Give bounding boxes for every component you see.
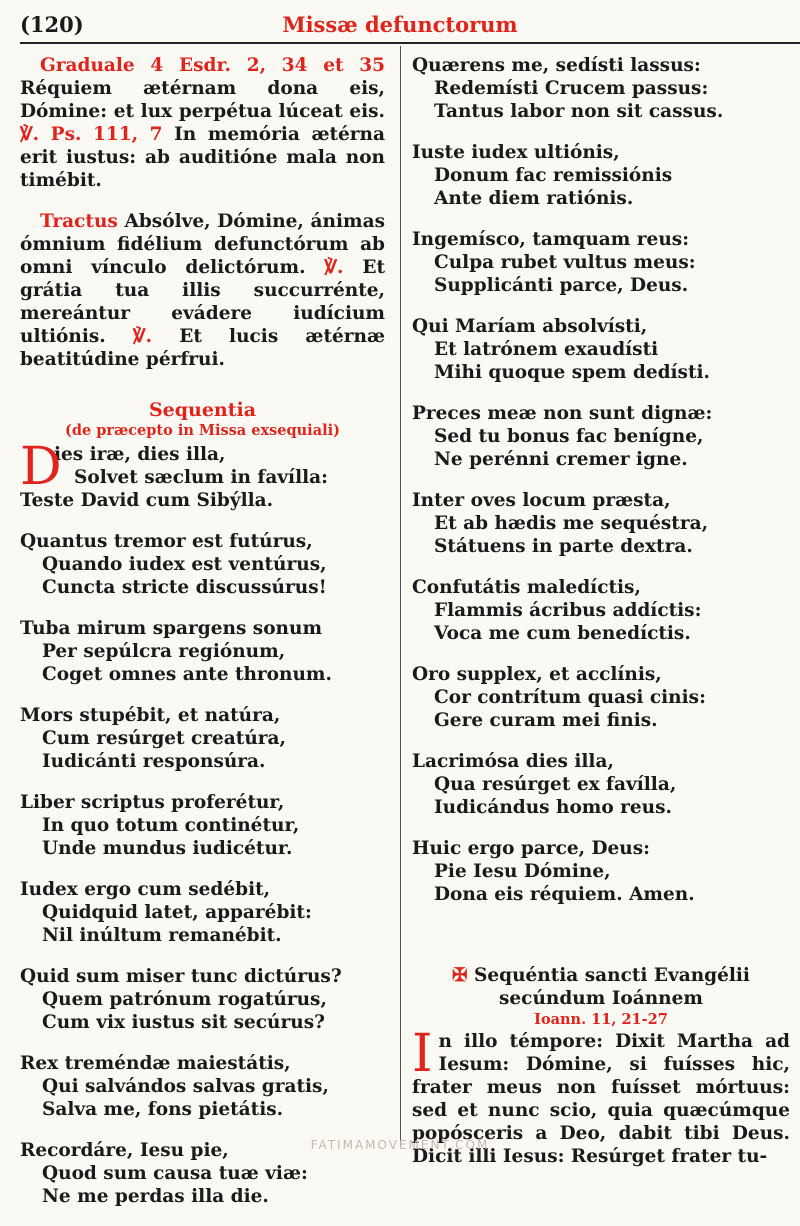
stanza-line: Coget omnes ante thronum. <box>42 664 332 685</box>
stanza-line: Nil inúltum remanébit. <box>42 925 282 946</box>
stanza-line: Per sepúlcra regiónum, <box>42 641 286 662</box>
column-divider <box>400 46 401 1146</box>
stanza-line: Et ab hædis me sequéstra, <box>434 513 709 534</box>
stanza-line: Solvet sæclum in favílla: <box>74 467 328 488</box>
stanza-line: Quando iudex est ventúrus, <box>42 554 327 575</box>
sequence-stanza <box>20 878 385 947</box>
graduale-text-1: Réquiem ætérnam dona eis, Dómine: et lux perpétua lúceat eis. <box>20 78 385 122</box>
stanza-line: Quod sum causa tuæ viæ: <box>42 1163 308 1184</box>
stanza-line: Mihi quoque spem dedísti. <box>434 362 710 383</box>
stanza-line: Iudex ergo cum sedébit, <box>20 879 271 900</box>
right-column <box>412 54 790 1168</box>
stanza-line: Ingemísco, tamquam reus: <box>412 229 690 250</box>
sequence-stanza <box>412 54 790 123</box>
gospel-title-line2: secúndum Ioánnem <box>499 988 703 1009</box>
stanza-line: Quid sum miser tunc dictúrus? <box>20 966 342 987</box>
stanza-line: Cum resúrget creatúra, <box>42 728 286 749</box>
tractus-text-2: Et grátia tua illis succurrénte, mereántur evádere iudícium ultiónis. <box>20 257 385 347</box>
stanza-line: Culpa rubet vultus meus: <box>434 252 696 273</box>
stanza-line: Ne perénni cremer igne. <box>434 449 688 470</box>
graduale-rubric: Graduale 4 Esdr. 2, 34 et 35 <box>40 55 385 76</box>
stanza-line: Tuba mirum spargens sonum <box>20 618 323 639</box>
stanza-line: Iudicánti responsúra. <box>42 751 266 772</box>
sequence-stanza <box>412 750 790 819</box>
stanza-line: Redemísti Crucem passus: <box>434 78 709 99</box>
header-rule <box>20 42 800 44</box>
watermark: FATIMAMOVEMENT.COM <box>310 1138 490 1152</box>
stanza-line: Ne me perdas illa die. <box>42 1186 269 1207</box>
stanza-line: Ante diem ratiónis. <box>434 188 634 209</box>
sequentia-subtitle: (de præcepto in Missa exsequiali) <box>65 422 340 439</box>
stanza-line: Iuste iudex ultiónis, <box>412 142 620 163</box>
stanza-line: Rex treméndæ maiestátis, <box>20 1053 291 1074</box>
stanza-line: Confutátis maledíctis, <box>412 577 641 598</box>
stanza-line: Qui salvándos salvas gratis, <box>42 1076 329 1097</box>
sequence-stanza <box>412 315 790 384</box>
sequence-stanza <box>412 141 790 210</box>
graduale-paragraph <box>20 54 385 192</box>
stanza-line: Et latrónem exaudísti <box>434 339 659 360</box>
sequence-stanza <box>412 228 790 297</box>
tractus-versicle-1: ℣. <box>324 257 344 278</box>
tractus-text-1: Absólve, Dómine, ánimas ómnium fidélium defunctórum ab omni vínculo delictórum. <box>20 211 385 278</box>
stanza-line: Cor contrítum quasi cinis: <box>434 687 706 708</box>
stanza-line: Dona eis réquiem. Amen. <box>434 884 695 905</box>
stanza-line: Quem patrónum rogatúrus, <box>42 989 327 1010</box>
stanza-line: Qua resúrget ex favílla, <box>434 774 677 795</box>
tractus-paragraph <box>20 210 385 371</box>
gospel-body: n illo témpore: Dixit Martha ad Iesum: Dómine, si fuísses hic, frater meus non fuísset mórtuus: sed et nunc scio, quia quæcúmque popósceris a Deo, dabit tibi Deus. Dicit illi Iesus: Resúrget frater tu- <box>412 1031 790 1167</box>
stanza-line: Iudicándus homo reus. <box>434 797 672 818</box>
stanza-line: Inter oves locum præsta, <box>412 490 671 511</box>
tractus-rubric: Tractus <box>40 211 118 232</box>
stanza-line: Státuens in parte dextra. <box>434 536 693 557</box>
stanza-line: Preces meæ non sunt dignæ: <box>412 403 713 424</box>
stanza-line: Huic ergo parce, Deus: <box>412 838 650 859</box>
stanza-line: Flammis ácribus addíctis: <box>434 600 702 621</box>
stanza-line: Tantus labor non sit cassus. <box>434 101 724 122</box>
stanza-line: ies iræ, dies illa, <box>54 444 226 465</box>
gospel-title-line1: Sequéntia sancti Evangélii <box>474 965 750 986</box>
gospel-heading <box>412 964 790 1010</box>
sequence-stanza <box>20 530 385 599</box>
sequence-stanza <box>20 704 385 773</box>
sequence-stanza <box>412 402 790 471</box>
page-number: (120) <box>20 12 84 37</box>
tractus-text-3: Et lucis ætérnæ beatitúdine pérfrui. <box>20 326 386 370</box>
sequence-stanza <box>412 576 790 645</box>
stanza-line: Gere curam mei finis. <box>434 710 658 731</box>
sequence-stanza <box>20 965 385 1034</box>
sequence-stanza <box>412 837 790 906</box>
running-title: Missæ defunctorum <box>282 12 518 37</box>
stanza-line: Donum fac remissiónis <box>434 165 673 186</box>
stanza-line: In quo totum continétur, <box>42 815 300 836</box>
stanza-line: Quidquid latet, apparébit: <box>42 902 312 923</box>
right-stanzas <box>412 54 790 906</box>
graduale-text-2: In memória ætérna erit iustus: ab auditióne mala non timébit. <box>20 124 385 191</box>
stanza-line: Oro supplex, et acclínis, <box>412 664 662 685</box>
dropcap-d: D <box>20 437 62 497</box>
stanza-line: Teste David cum Sibýlla. <box>20 490 274 511</box>
stanza-line: Pie Iesu Dómine, <box>434 861 611 882</box>
stanza-line: Cuncta stricte discussúrus! <box>42 577 327 598</box>
stanza-line: Supplicánti parce, Deus. <box>434 275 689 296</box>
sequentia-title: Sequentia <box>148 399 257 421</box>
stanza-line: Salva me, fons pietátis. <box>42 1099 284 1120</box>
stanza-line: Quærens me, sedísti lassus: <box>412 55 701 76</box>
sequence-stanza <box>412 663 790 732</box>
graduale-versicle: ℣. Ps. 111, 7 <box>20 124 163 145</box>
sequence-stanza-first <box>20 437 385 512</box>
stanza-line: Voca me cum benedíctis. <box>434 623 691 644</box>
sequence-stanza <box>20 1052 385 1121</box>
dropcap-i: I <box>412 1024 433 1084</box>
stanza-line: Quantus tremor est futúrus, <box>20 531 313 552</box>
stanza-line: Lacrimósa dies illa, <box>412 751 614 772</box>
sequence-stanza <box>412 489 790 558</box>
sequence-stanza <box>20 791 385 860</box>
stanza-line: Sed tu bonus fac benígne, <box>434 426 704 447</box>
stanza-line: Unde mundus iudicétur. <box>42 838 293 859</box>
cross-icon: ✠ <box>452 965 468 986</box>
left-column <box>20 54 385 1226</box>
left-stanzas <box>20 530 385 1208</box>
stanza-line: Recordáre, Iesu pie, <box>20 1140 229 1161</box>
tractus-versicle-2: ℣. <box>132 326 153 347</box>
stanza-line: Cum vix iustus sit secúrus? <box>42 1012 325 1033</box>
gospel-reference: Ioann. 11, 21-27 <box>534 1011 668 1028</box>
stanza-line: Mors stupébit, et natúra, <box>20 705 281 726</box>
page-header <box>0 0 800 40</box>
stanza-line: Liber scriptus proferétur, <box>20 792 285 813</box>
stanza-line: Qui Maríam absolvísti, <box>412 316 648 337</box>
sequence-stanza <box>20 617 385 686</box>
